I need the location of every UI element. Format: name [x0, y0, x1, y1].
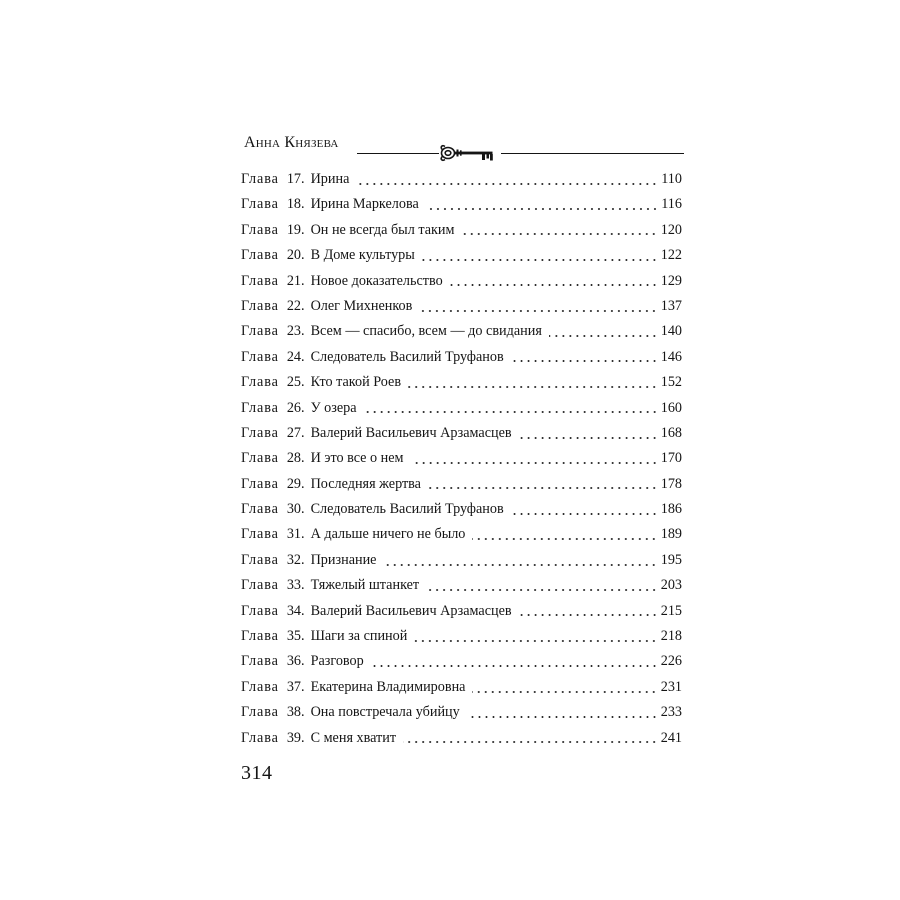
- chapter-page-number: 129: [660, 272, 682, 289]
- chapter-label: Глава: [241, 196, 279, 213]
- chapter-title: Шаги за спиной: [310, 628, 408, 645]
- chapter-title: У озера: [310, 399, 357, 416]
- chapter-title: Признание: [310, 551, 377, 568]
- toc-entry: [241, 548, 682, 573]
- chapter-label: Глава: [241, 297, 279, 314]
- dot-leader: [364, 411, 658, 413]
- chapter-number: 25.: [286, 374, 305, 391]
- chapter-label: Глава: [241, 729, 279, 746]
- dot-leader: [549, 335, 658, 337]
- chapter-number: 37.: [286, 678, 305, 695]
- chapter-label: Глава: [241, 221, 279, 238]
- chapter-title: Валерий Васильевич Арзамасцев: [310, 424, 512, 441]
- toc-entry: [241, 472, 682, 497]
- chapter-label: Глава: [241, 374, 279, 391]
- chapter-page-number: 152: [660, 374, 682, 391]
- dot-leader: [511, 513, 658, 515]
- author-name: Анна Князева: [244, 134, 339, 151]
- toc-entry: [241, 396, 682, 421]
- dot-leader: [511, 360, 658, 362]
- dot-leader: [383, 564, 657, 566]
- dot-leader: [519, 437, 658, 439]
- chapter-title: Ирина Маркелова: [310, 196, 419, 213]
- toc-entry: [241, 319, 682, 344]
- chapter-title: В Доме культуры: [310, 247, 415, 264]
- chapter-page-number: 218: [660, 628, 682, 645]
- toc-entry: [241, 649, 682, 674]
- key-icon: [439, 141, 501, 163]
- chapter-number: 27.: [286, 424, 305, 441]
- chapter-title: Валерий Васильевич Арзамасцев: [310, 602, 512, 619]
- toc-entry: [241, 599, 682, 624]
- dot-leader: [403, 741, 658, 743]
- chapter-label: Глава: [241, 323, 279, 340]
- dot-leader: [371, 665, 658, 667]
- toc-entry: [241, 624, 682, 649]
- chapter-label: Глава: [241, 653, 279, 670]
- table-of-contents: [241, 167, 682, 751]
- chapter-number: 19.: [286, 221, 305, 238]
- chapter-number: 35.: [286, 628, 305, 645]
- toc-entry: [241, 726, 682, 751]
- toc-entry: [241, 345, 682, 370]
- toc-entry: [241, 192, 682, 217]
- chapter-number: 26.: [286, 399, 305, 416]
- chapter-number: 39.: [286, 729, 305, 746]
- toc-entry: [241, 269, 682, 294]
- chapter-number: 23.: [286, 323, 305, 340]
- chapter-label: Глава: [241, 678, 279, 695]
- chapter-page-number: 120: [660, 221, 682, 238]
- chapter-title: Тяжелый штанкет: [310, 577, 420, 594]
- chapter-number: 30.: [286, 501, 305, 518]
- chapter-title: Разговор: [310, 653, 364, 670]
- dot-leader: [414, 640, 657, 642]
- chapter-page-number: 137: [660, 297, 682, 314]
- dot-leader: [428, 487, 658, 489]
- chapter-page-number: 170: [660, 450, 682, 467]
- chapter-label: Глава: [241, 424, 279, 441]
- chapter-number: 31.: [286, 526, 305, 543]
- chapter-title: С меня хватит: [310, 729, 397, 746]
- dot-leader: [408, 386, 658, 388]
- dot-leader: [426, 589, 658, 591]
- chapter-page-number: 122: [660, 247, 682, 264]
- chapter-label: Глава: [241, 272, 279, 289]
- chapter-page-number: 189: [660, 526, 682, 543]
- header-rule: [357, 153, 684, 154]
- dot-leader: [467, 716, 658, 718]
- dot-leader: [422, 259, 658, 261]
- toc-entry: [241, 370, 682, 395]
- chapter-page-number: 178: [660, 475, 682, 492]
- chapter-page-number: 140: [660, 323, 682, 340]
- chapter-page-number: 186: [660, 501, 682, 518]
- chapter-page-number: 241: [660, 729, 682, 746]
- chapter-title: Он не всегда был таким: [310, 221, 455, 238]
- chapter-page-number: 160: [660, 399, 682, 416]
- chapter-page-number: 168: [660, 424, 682, 441]
- chapter-number: 18.: [286, 196, 305, 213]
- chapter-label: Глава: [241, 171, 279, 187]
- toc-entry: [241, 421, 682, 446]
- page-number: 314: [241, 762, 273, 784]
- chapter-title: А дальше ничего не было: [310, 526, 466, 543]
- chapter-title: Следователь Василий Труфанов: [310, 348, 504, 365]
- chapter-number: 33.: [286, 577, 305, 594]
- chapter-label: Глава: [241, 247, 279, 264]
- dot-leader: [519, 614, 658, 616]
- chapter-number: 36.: [286, 653, 305, 670]
- chapter-page-number: 215: [660, 602, 682, 619]
- chapter-label: Глава: [241, 704, 279, 721]
- chapter-page-number: 226: [660, 653, 682, 670]
- dot-leader: [461, 233, 657, 235]
- chapter-page-number: 110: [661, 171, 682, 187]
- chapter-number: 20.: [286, 247, 305, 264]
- chapter-number: 21.: [286, 272, 305, 289]
- chapter-label: Глава: [241, 501, 279, 518]
- dot-leader: [472, 691, 657, 693]
- chapter-number: 17.: [286, 171, 305, 187]
- chapter-title: Олег Михненков: [310, 297, 413, 314]
- chapter-label: Глава: [241, 450, 279, 467]
- toc-entry: [241, 167, 682, 192]
- toc-entry: [241, 243, 682, 268]
- chapter-title: Новое доказательство: [310, 272, 443, 289]
- dot-leader: [411, 462, 658, 464]
- chapter-page-number: 203: [660, 577, 682, 594]
- chapter-number: 29.: [286, 475, 305, 492]
- chapter-label: Глава: [241, 475, 279, 492]
- toc-entry: [241, 294, 682, 319]
- dot-leader: [472, 538, 657, 540]
- chapter-title: Следователь Василий Труфанов: [310, 501, 504, 518]
- toc-entry: [241, 497, 682, 522]
- dot-leader: [356, 183, 658, 185]
- chapter-title: Ирина: [310, 171, 350, 187]
- dot-leader: [426, 208, 658, 210]
- chapter-title: Она повстречала убийцу: [310, 704, 460, 721]
- toc-entry: [241, 675, 682, 700]
- toc-entry: [241, 700, 682, 725]
- chapter-label: Глава: [241, 348, 279, 365]
- chapter-number: 34.: [286, 602, 305, 619]
- chapter-title: Екатерина Владимировна: [310, 678, 466, 695]
- chapter-page-number: 195: [660, 551, 682, 568]
- chapter-page-number: 116: [661, 196, 682, 213]
- running-head: [241, 133, 684, 159]
- chapter-page-number: 146: [660, 348, 682, 365]
- chapter-number: 24.: [286, 348, 305, 365]
- toc-entry: [241, 218, 682, 243]
- chapter-label: Глава: [241, 551, 279, 568]
- chapter-number: 32.: [286, 551, 305, 568]
- toc-entry: [241, 522, 682, 547]
- chapter-number: 38.: [286, 704, 305, 721]
- chapter-label: Глава: [241, 602, 279, 619]
- chapter-number: 22.: [286, 297, 305, 314]
- chapter-label: Глава: [241, 526, 279, 543]
- chapter-label: Глава: [241, 628, 279, 645]
- dot-leader: [419, 310, 657, 312]
- toc-entry: [241, 573, 682, 598]
- dot-leader: [450, 284, 658, 286]
- chapter-label: Глава: [241, 399, 279, 416]
- chapter-title: Кто такой Роев: [310, 374, 402, 391]
- chapter-title: Последняя жертва: [310, 475, 421, 492]
- chapter-label: Глава: [241, 577, 279, 594]
- chapter-title: И это все о нем: [310, 450, 404, 467]
- chapter-page-number: 231: [660, 678, 682, 695]
- chapter-page-number: 233: [660, 704, 682, 721]
- chapter-title: Всем — спасибо, всем — до свидания: [310, 323, 542, 340]
- toc-entry: [241, 446, 682, 471]
- chapter-number: 28.: [286, 450, 305, 467]
